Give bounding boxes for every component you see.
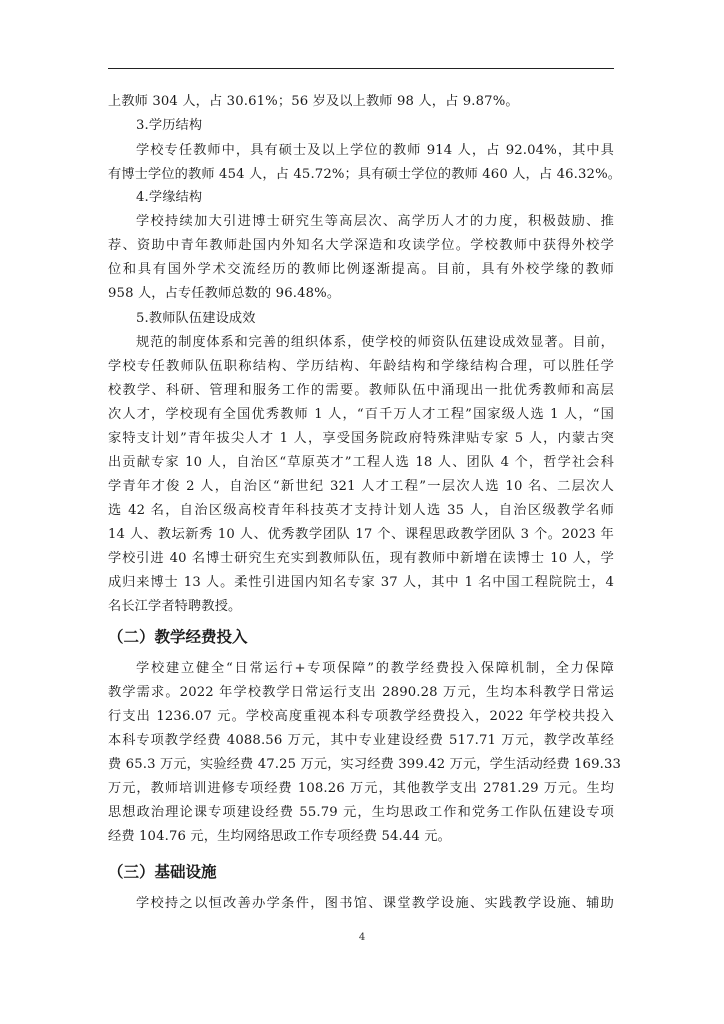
paragraph-line: 学青年才俊 2 人，自治区“新世纪 321 人才工程”一层次人选 10 名、二层次人 xyxy=(108,479,614,494)
paragraph-line: 家特支计划”青年拔尖人才 1 人，享受国务院政府特殊津贴专家 5 人，内蒙古突 xyxy=(108,431,614,446)
paragraph-line: 校教学、科研、管理和服务工作的需要。教师队伍中涌现出一批优秀教师和高层 xyxy=(108,383,614,398)
paragraph-line: 14 人、教坛新秀 10 人、优秀教学团队 17 个、课程思政教学团队 3 个。2023 年 xyxy=(108,527,614,542)
paragraph-line: 名长江学者特聘教授。 xyxy=(108,599,242,614)
paragraph-line: 958 人，占专任教师总数的 96.48%。 xyxy=(108,286,341,301)
paragraph-line: 学校持续加大引进博士研究生等高层次、高学历人才的力度，积极鼓励、推 xyxy=(136,214,614,229)
section-heading: 4.学缘结构 xyxy=(136,190,203,205)
paragraph-line: 规范的制度体系和完善的组织体系，使学校的师资队伍建设成效显著。目前， xyxy=(136,335,614,350)
paragraph-line: 学校持之以恒改善办学条件，图书馆、课堂教学设施、实践教学设施、辅助 xyxy=(136,896,614,911)
paragraph-line: 行支出 1236.07 元。学校高度重视本科专项教学经费投入，2022 年学校共投入 xyxy=(108,709,614,724)
paragraph-line: 成归来博士 13 人。柔性引进国内知名专家 37 人，其中 1 名中国工程院院士，4 xyxy=(108,575,614,590)
paragraph-line: 思想政治理论课专项建设经费 55.79 元，生均思政工作和党务工作队伍建设专项 xyxy=(108,805,614,820)
section-title: （二）教学经费投入 xyxy=(108,628,248,646)
paragraph-line: 经费 104.76 元，生均网络思政工作专项经费 54.44 元。 xyxy=(108,829,451,844)
paragraph-line: 教学需求。2022 年学校教学日常运行支出 2890.28 万元，生均本科教学日常运 xyxy=(108,685,614,700)
section-heading: 5.教师队伍建设成效 xyxy=(136,311,256,326)
section-heading: 3.学历结构 xyxy=(136,118,203,133)
paragraph-line: 学校专任教师队伍职称结构、学历结构、年龄结构和学缘结构合理，可以胜任学 xyxy=(108,359,614,374)
paragraph-line: 选 42 名，自治区级高校青年科技英才支持计划人选 35 人，自治区级教学名师 xyxy=(108,503,614,518)
paragraph-line: 有博士学位的教师 454 人，占 45.72%；具有硕士学位的教师 460 人，占 46.32%。 xyxy=(108,167,622,182)
header-rule xyxy=(108,68,614,69)
paragraph-line: 学校专任教师中，具有硕士及以上学位的教师 914 人，占 92.04%，其中具 xyxy=(136,143,614,158)
paragraph-line: 学校建立健全“日常运行+专项保障”的教学经费投入保障机制，全力保障 xyxy=(136,661,614,676)
paragraph-line: 费 65.3 万元，实验经费 47.25 万元，实习经费 399.42 万元，学生活动经费 169.33 xyxy=(108,757,622,772)
paragraph-line: 学校引进 40 名博士研究生充实到教师队伍，现有教师中新增在读博士 10 人，学 xyxy=(108,551,614,566)
paragraph-line: 荐、资助中青年教师赴国内外知名大学深造和攻读学位。学校教师中获得外校学 xyxy=(108,238,614,253)
page-number: 4 xyxy=(358,932,366,943)
section-title: （三）基础设施 xyxy=(108,863,217,881)
paragraph-line: 次人才，学校现有全国优秀教师 1 人，“百千万人才工程”国家级人选 1 人，“国 xyxy=(108,407,614,422)
paragraph-line: 上教师 304 人，占 30.61%；56 岁及以上教师 98 人，占 9.87%。 xyxy=(108,94,519,109)
paragraph-line: 出贡献专家 10 人，自治区“草原英才”工程人选 18 人、团队 4 个，哲学社会科 xyxy=(108,455,614,470)
paragraph-line: 万元，教师培训进修专项经费 108.26 万元，其他教学支出 2781.29 万元。生均 xyxy=(108,781,614,796)
paragraph-line: 本科专项教学经费 4088.56 万元，其中专业建设经费 517.71 万元，教学改革经 xyxy=(108,733,614,748)
paragraph-line: 位和具有国外学术交流经历的教师比例逐渐提高。目前，具有外校学缘的教师 xyxy=(108,262,614,277)
